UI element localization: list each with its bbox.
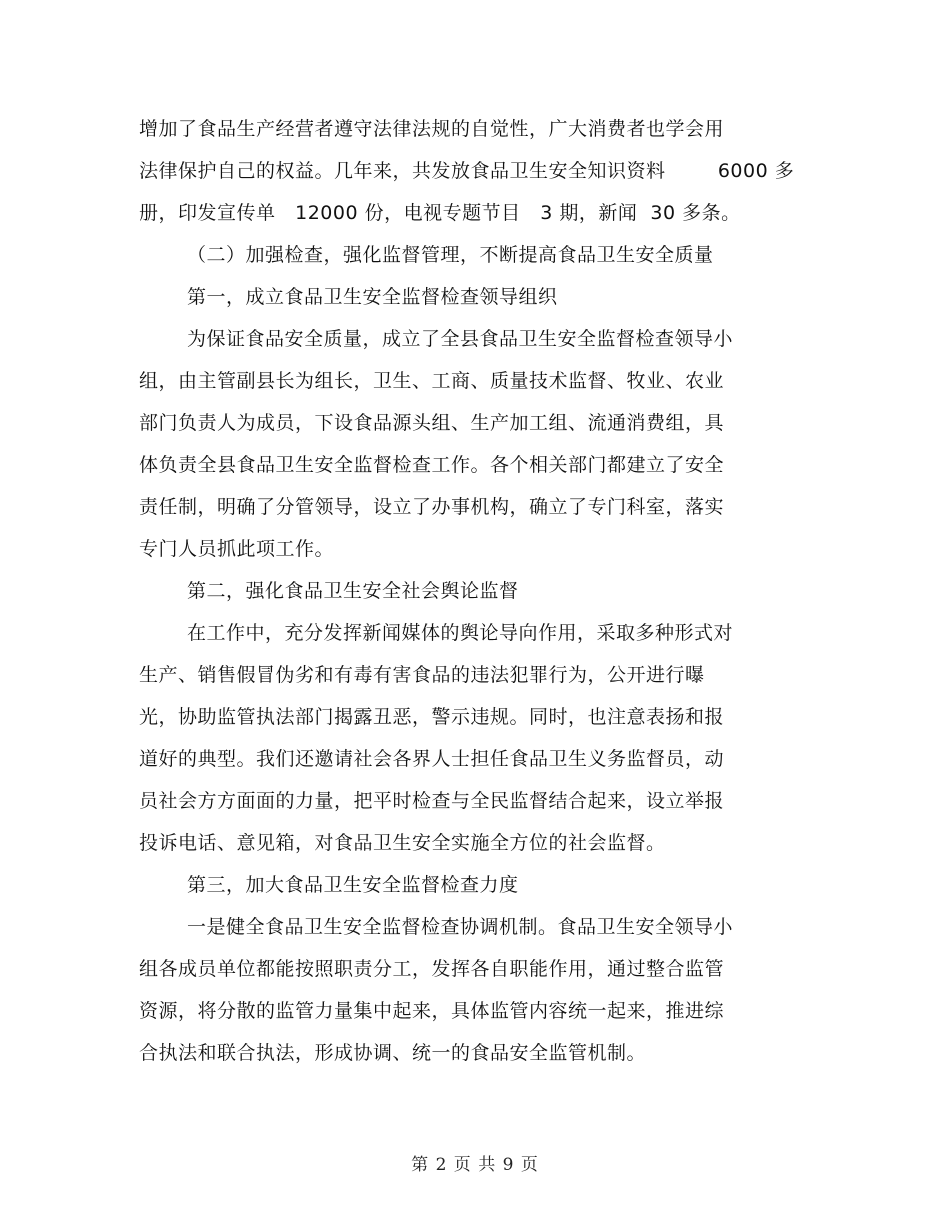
- text-line: 法律保护自己的权益。几年来，共发放食品卫生安全知识资料 6000 多: [139, 160, 795, 182]
- text-line: 光，协助监管执法部门揭露丑恶，警示违规。同时，也注意表扬和报: [139, 706, 725, 728]
- text-line: 合执法和联合执法，形成协调、统一的食品安全监管机制。: [139, 1042, 647, 1064]
- text-line: 组，由主管副县长为组长，卫生、工商、质量技术监督、牧业、农业: [139, 370, 725, 392]
- text-line: 一是健全食品卫生安全监督检查协调机制。食品卫生安全领导小: [187, 916, 734, 938]
- text-line: 投诉电话、意见箱，对食品卫生安全实施全方位的社会监督。: [139, 832, 666, 854]
- text-line: 生产、销售假冒伪劣和有毒有害食品的违法犯罪行为，公开进行曝: [139, 664, 705, 686]
- text-line: 道好的典型。我们还邀请社会各界人士担任食品卫生义务监督员，动: [139, 748, 725, 770]
- text-line: 第三，加大食品卫生安全监督检查力度: [187, 874, 519, 896]
- text-line: 员社会方方面面的力量，把平时检查与全民监督结合起来，设立举报: [139, 790, 725, 812]
- text-line: （二）加强检查，强化监督管理，不断提高食品卫生安全质量: [187, 244, 714, 266]
- text-line: 在工作中，充分发挥新闻媒体的舆论导向作用，采取多种形式对: [187, 622, 734, 644]
- text-line: 册，印发宣传单 12000 份，电视专题节目 3 期，新闻 30 多条。: [139, 202, 741, 224]
- text-line: 部门负责人为成员，下设食品源头组、生产加工组、流通消费组，具: [139, 412, 725, 434]
- text-line: 组各成员单位都能按照职责分工，发挥各自职能作用，通过整合监管: [139, 958, 725, 980]
- text-line: 第一，成立食品卫生安全监督检查领导组织: [187, 286, 558, 308]
- text-line: 第二，强化食品卫生安全社会舆论监督: [187, 580, 519, 602]
- text-line: 责任制，明确了分管领导，设立了办事机构，确立了专门科室，落实: [139, 496, 725, 518]
- text-line: 增加了食品生产经营者遵守法律法规的自觉性，广大消费者也学会用: [139, 118, 725, 140]
- document-body: [139, 108, 819, 1074]
- text-line: 专门人员抓此项工作。: [139, 538, 335, 560]
- text-line: 资源，将分散的监管力量集中起来，具体监管内容统一起来，推进综: [139, 1000, 725, 1022]
- text-line: 体负责全县食品卫生安全监督检查工作。各个相关部门都建立了安全: [139, 454, 725, 476]
- text-line: 为保证食品安全质量，成立了全县食品卫生安全监督检查领导小: [187, 328, 734, 350]
- page-footer: 第 2 页 共 9 页: [411, 1155, 539, 1175]
